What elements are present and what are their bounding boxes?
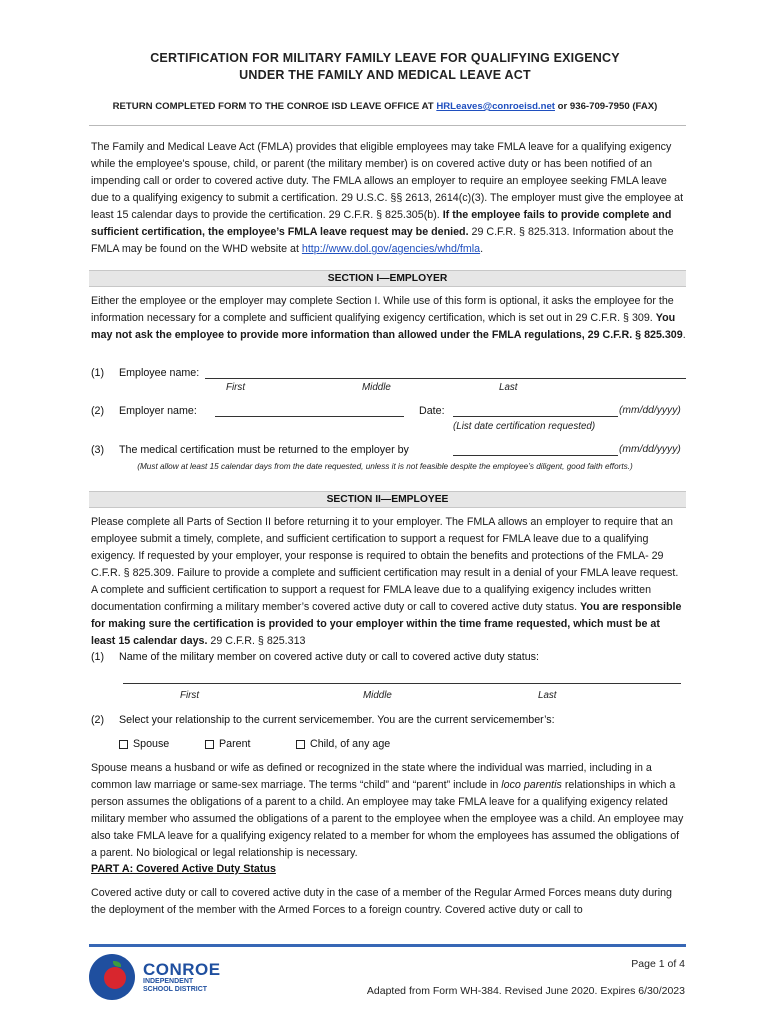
section-2-intro-text: Please complete all Parts of Section II before returning it to your employer. The FMLA allows an employer to require that an employee submit a timely, complete, and sufficient certification to support a request for FMLA leave due to a qualifying exigency. If requested by your employer, your response is required to obtain the benefits and protections of the FMLA- 29 C.F.R. § 825.309. Failure to provide a complete and sufficient certification may result in a denial of your FMLA leave request. A complete and sufficient certification to support a request for FMLA leave due to a qualifying exigency includes written documentation confirming a military member’s covered active duty or call to covered active duty status. — [91, 516, 679, 613]
logo-text — [143, 961, 221, 994]
military-member-name-label: Name of the military member on covered active duty or call to covered active duty status: — [119, 651, 539, 663]
s2-q2-number: (2) — [91, 714, 105, 726]
section-2-intro — [91, 514, 686, 650]
relationship-label: Select your relationship to the current servicemember. You are the current servicemember’s: — [119, 714, 555, 726]
date-requested-field[interactable] — [453, 416, 618, 417]
return-suffix: or 936-709-7950 (FAX) — [554, 101, 658, 112]
apple-logo-icon — [89, 954, 135, 1000]
employee-name-label: Employee name: — [119, 367, 200, 379]
logo-district-name: CONROE — [143, 959, 221, 979]
section-2-intro-bold: You are responsible for making sure the certification is provided to your employer within the time frame requested, which must be at least 15 calendar days. — [91, 601, 682, 647]
section-1-intro-end: . — [682, 329, 686, 341]
fmla-website-link[interactable]: http://www.dol.gov/agencies/whd/fmla — [301, 243, 481, 255]
return-prefix: RETURN COMPLETED FORM TO THE CONROE ISD LEAVE OFFICE AT — [112, 101, 437, 112]
section-2-intro-end: 29 C.F.R. § 825.313 — [207, 635, 306, 647]
employee-last-label: Last — [499, 382, 518, 393]
date-requested-note: (List date certification requested) — [453, 421, 596, 432]
title-line-2: UNDER THE FAMILY AND MEDICAL LEAVE ACT — [239, 68, 531, 82]
checkbox-box-icon — [296, 740, 305, 749]
s1-q1-number: (1) — [91, 367, 105, 379]
logo-subtitle-2: SCHOOL DISTRICT — [143, 985, 208, 993]
part-a-heading: PART A: Covered Active Duty Status — [91, 863, 276, 875]
intro-bold-text: If the employee fails to provide complete and sufficient certification, the employee’s FMLA leave request may be denied. — [91, 209, 672, 238]
checkbox-box-icon — [205, 740, 214, 749]
conroe-isd-logo — [89, 952, 229, 1002]
loco-parentis-term: loco parentis — [501, 779, 562, 791]
return-date-format-hint: (mm/dd/yyyy) — [619, 444, 681, 455]
intro-text-end: . — [480, 243, 484, 255]
return-by-date-field[interactable] — [453, 455, 618, 456]
title-line-1: CERTIFICATION FOR MILITARY FAMILY LEAVE FOR QUALIFYING EXIGENCY — [150, 51, 620, 65]
date-format-hint: (mm/dd/yyyy) — [619, 405, 681, 416]
employee-name-field[interactable] — [205, 378, 686, 379]
member-middle-label: Middle — [363, 690, 392, 701]
employer-name-label: Employer name: — [119, 405, 197, 417]
s1-q3-number: (3) — [91, 444, 105, 456]
return-email-link[interactable]: HRLeaves@conroeisd.net — [436, 101, 555, 112]
date-label: Date: — [419, 405, 445, 417]
child-option-label: Child, of any age — [310, 738, 391, 750]
s2-q1-number: (1) — [91, 651, 105, 663]
spouse-definition-text-2: relationships in which a person assumes the obligations of a parent to a child. An employee may take FMLA leave for a qualifying exigency related military member who assumed the obligations of a parent to the employee when the employee was a child. An employee may also take FMLA leave for a qualifying exigency related to a member for whom the employees has assumed the obligations of a parent. No biological or legal relationship is necessary. — [91, 779, 684, 859]
member-first-label: First — [180, 690, 200, 701]
logo-subtitle-1: INDEPENDENT — [143, 977, 194, 985]
section-2-heading: SECTION II—EMPLOYEE — [89, 491, 686, 508]
military-member-name-field[interactable] — [123, 683, 681, 684]
child-checkbox[interactable] — [296, 738, 390, 750]
employee-middle-label: Middle — [362, 382, 391, 393]
spouse-definition-paragraph — [91, 760, 686, 862]
form-title — [0, 50, 770, 84]
section-1-intro-text: Either the employee or the employer may complete Section I. While use of this form is optional, it asks the employee for the information necessary for a complete and sufficient qualifying exigency certification, which is set out in 29 C.F.R. § 309. — [91, 295, 674, 324]
member-last-label: Last — [538, 690, 557, 701]
intro-paragraph — [91, 139, 686, 258]
return-instructions — [0, 101, 770, 112]
part-a-paragraph: Covered active duty or call to covered active duty in the case of a member of the Regular Armed Forces means duty during the deployment of the member with the Armed Forces to a foreign country. Covered active duty or call to — [91, 887, 672, 916]
footer-divider — [89, 944, 686, 947]
spouse-checkbox[interactable] — [119, 738, 169, 750]
s1-q2-number: (2) — [91, 405, 105, 417]
employer-name-field[interactable] — [215, 416, 404, 417]
employee-first-label: First — [226, 382, 246, 393]
checkbox-box-icon — [119, 740, 128, 749]
return-by-label: The medical certification must be returned to the employer by — [119, 444, 409, 456]
return-by-note: (Must allow at least 15 calendar days from the date requested, unless it is not feasible despite the employee’s diligent, good faith efforts.) — [137, 462, 633, 471]
intro-text: The Family and Medical Leave Act (FMLA) provides that eligible employees may take FMLA leave for a qualifying exigency while the employee's spouse, child, or parent (the military member) is on covered active duty or has been notified of an impending call or order to covered active duty. The FMLA allows an employer to require an employee seeking FMLA leave due to a qualifying exigency to submit a certification. 29 U.S.C. §§ 2613, 2614(c)(3). The employer must give the employee at least 15 calendar days to provide the certification. 29 C.F.R. § 825.305(b). — [91, 141, 684, 221]
parent-checkbox[interactable] — [205, 738, 251, 750]
spouse-definition-text: Spouse means a husband or wife as defined or recognized in the state where the individual was married, including in a common law marriage or same-sex marriage. The terms “child” and “parent” include in — [91, 762, 652, 791]
page-number: Page 1 of 4 — [631, 958, 685, 970]
header-divider — [89, 125, 686, 126]
parent-option-label: Parent — [219, 738, 251, 750]
form-revision-note: Adapted from Form WH-384. Revised June 2020. Expires 6/30/2023 — [366, 985, 685, 997]
section-1-heading: SECTION I—EMPLOYER — [89, 270, 686, 287]
spouse-option-label: Spouse — [133, 738, 170, 750]
section-1-intro-bold: You may not ask the employee to provide more information than allowed under the FMLA regulations, 29 C.F.R. § 825.309 — [91, 312, 683, 341]
section-1-intro — [91, 293, 686, 344]
intro-text-2: 29 C.F.R. § 825.313. Information about the FMLA may be found on the WHD website at — [91, 226, 674, 255]
